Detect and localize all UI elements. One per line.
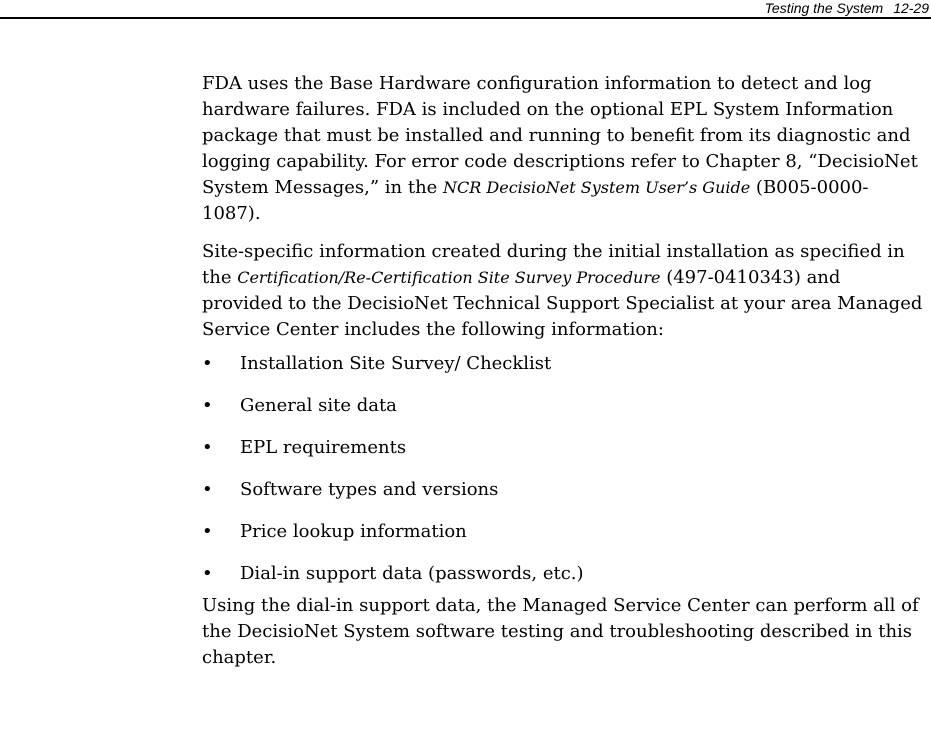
bullet-icon: • bbox=[202, 353, 213, 374]
header-section-title: Testing the System bbox=[764, 0, 884, 16]
user-guide-title: NCR DecisioNet System User’s Guide bbox=[443, 178, 751, 197]
bullet-icon: • bbox=[202, 563, 213, 584]
fda-paragraph bbox=[202, 71, 924, 227]
site-info-paragraph bbox=[202, 239, 924, 343]
running-header bbox=[765, 0, 929, 16]
list-item bbox=[202, 351, 924, 377]
bullet-icon: • bbox=[202, 395, 213, 416]
site-info-text-b: (497-0410343) and provided to the DecisioNet Technical Support Specialist at your area Managed Service Center includes the following information: bbox=[202, 267, 923, 340]
fda-paragraph-text-a: FDA uses the Base Hardware configuration information to detect and log hardware failures. FDA is included on the optional EPL System Information package that must be installed and running to benefit from its diagnostic and logging capability. For error code descriptions refer to Chapter 8, “DecisioNet System Messages,” in the bbox=[202, 73, 918, 198]
list-item bbox=[202, 477, 924, 503]
list-item bbox=[202, 561, 924, 587]
list-item-text: EPL requirements bbox=[240, 437, 407, 458]
bullet-icon: • bbox=[202, 479, 213, 500]
list-item bbox=[202, 393, 924, 419]
list-item-text: General site data bbox=[240, 395, 397, 416]
list-item bbox=[202, 519, 924, 545]
bullet-icon: • bbox=[202, 437, 213, 458]
list-item-text: Installation Site Survey/ Checklist bbox=[240, 353, 552, 374]
fda-paragraph-text-b: (B005-0000-1087). bbox=[202, 177, 869, 224]
list-item-text: Software types and versions bbox=[240, 479, 499, 500]
header-rule bbox=[0, 17, 931, 19]
list-item-text: Dial-in support data (passwords, etc.) bbox=[240, 563, 584, 584]
list-item bbox=[202, 435, 924, 461]
header-page-number: 12-29 bbox=[893, 0, 929, 16]
page-body bbox=[202, 71, 924, 683]
list-item-text: Price lookup information bbox=[240, 521, 467, 542]
bullet-icon: • bbox=[202, 521, 213, 542]
dial-in-paragraph: Using the dial-in support data, the Managed Service Center can perform all of the DecisioNet System software testing and troubleshooting described in this chapter. bbox=[202, 595, 919, 668]
site-survey-procedure-title: Certification/Re-Certification Site Survey Procedure bbox=[237, 268, 661, 287]
site-info-text-a: Site-specific information created during the initial installation as specified in the bbox=[202, 241, 905, 288]
site-info-list bbox=[202, 351, 924, 587]
